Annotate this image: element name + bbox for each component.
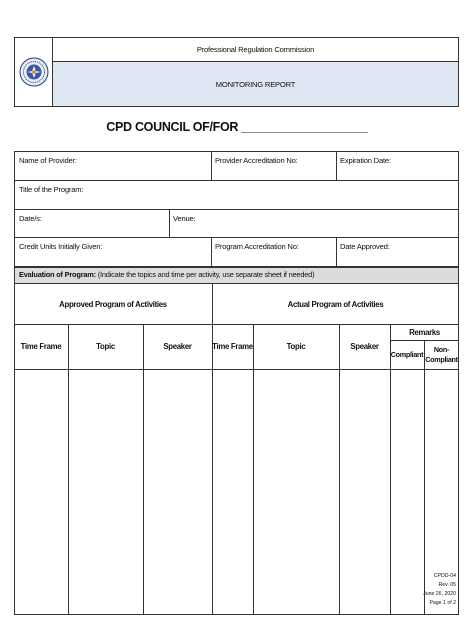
- col-time-frame-actual: Time Frame: [212, 342, 253, 351]
- col-divider: [336, 237, 337, 267]
- col-speaker-approved: Speaker: [163, 342, 192, 351]
- approved-heading: Approved Program of Activities: [59, 299, 167, 309]
- revision: Rev. 05: [438, 582, 456, 588]
- evaluation-note: (Indicate the topics and time per activity, use separate sheet if needed): [97, 270, 315, 279]
- credit-units-label: Credit Units Initially Given:: [19, 242, 103, 251]
- expiration-date-label: Expiration Date:: [340, 156, 391, 165]
- page-number: Page 1 of 2: [429, 600, 456, 606]
- col-divider: [211, 151, 212, 180]
- row-divider: [14, 369, 459, 370]
- col-divider: [211, 237, 212, 267]
- col-divider: [424, 340, 425, 615]
- row-divider: [14, 237, 459, 238]
- actual-heading: Actual Program of Activities: [287, 299, 384, 309]
- row-divider: [14, 180, 459, 181]
- col-divider: [336, 151, 337, 180]
- venue-label: Venue:: [173, 214, 196, 223]
- remarks-heading: Remarks: [409, 327, 440, 337]
- program-title-label: Title of the Program:: [19, 185, 84, 194]
- logo-cell: [15, 38, 53, 106]
- row-divider: [14, 209, 459, 210]
- col-compliant: Compliant: [390, 350, 424, 359]
- org-name: Professional Regulation Commission: [53, 38, 458, 62]
- col-non-compliant: Non-Compliant: [425, 344, 458, 364]
- col-topic-actual: Topic: [286, 342, 306, 351]
- revision-date: June 26, 2020: [423, 591, 456, 597]
- provider-name-label: Name of Provider:: [19, 156, 77, 165]
- header-box: [14, 37, 459, 107]
- program-accreditation-label: Program Accreditation No:: [215, 242, 299, 251]
- accreditation-no-label: Provider Accreditation No:: [215, 156, 298, 165]
- col-topic-approved: Topic: [96, 342, 115, 351]
- report-type: MONITORING REPORT: [53, 62, 458, 106]
- prc-seal-icon: [19, 57, 49, 87]
- evaluation-label: Evaluation of Program:: [19, 270, 96, 279]
- date-approved-label: Date Approved:: [340, 242, 390, 251]
- evaluation-row: [19, 270, 314, 279]
- dates-label: Date/s:: [19, 214, 42, 223]
- form-title: CPD COUNCIL OF/FOR ___________________: [106, 120, 368, 134]
- col-speaker-actual: Speaker: [350, 342, 379, 351]
- form-code: CPDD-04: [433, 573, 456, 579]
- col-time-frame-approved: Time Frame: [20, 342, 62, 351]
- col-divider: [169, 209, 170, 237]
